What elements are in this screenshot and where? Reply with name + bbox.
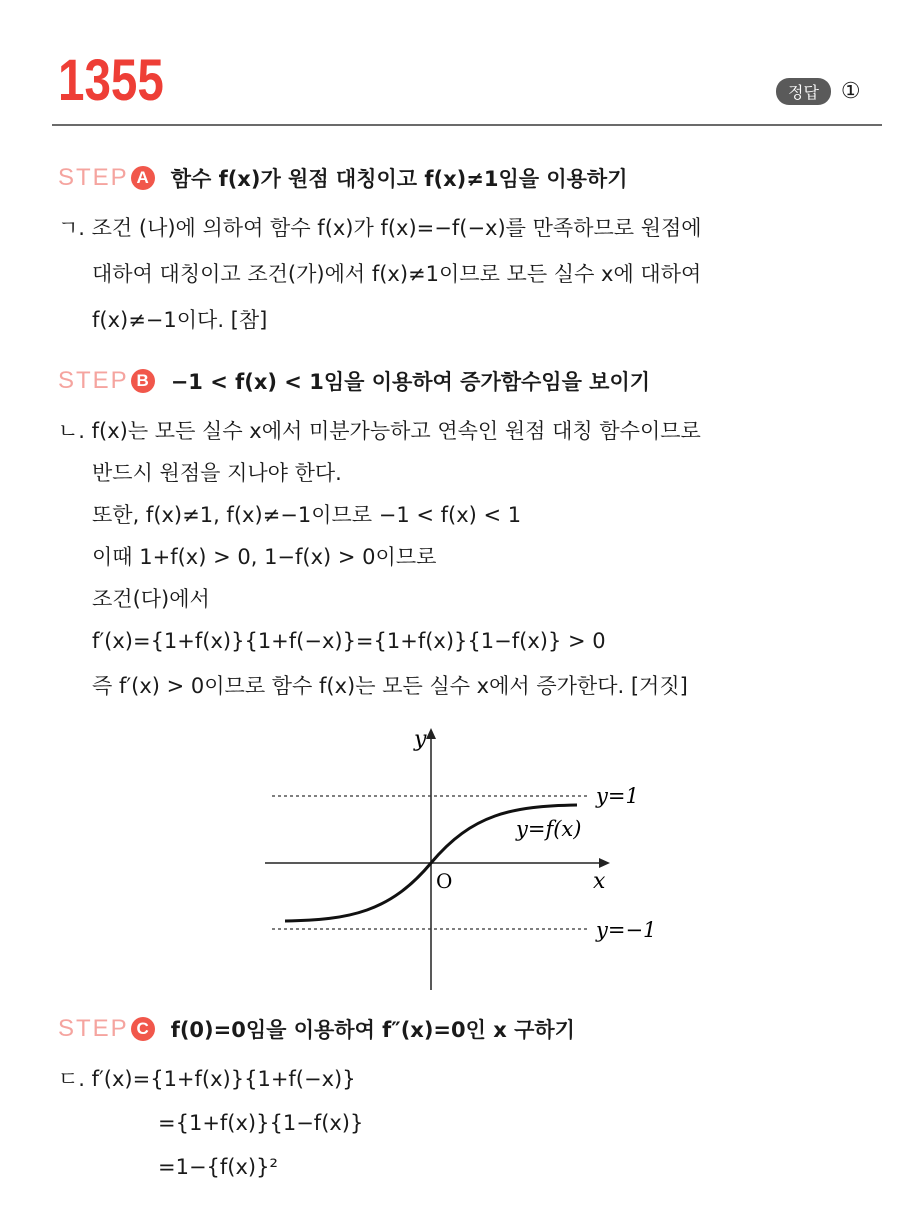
step-word: STEP [58, 367, 129, 394]
answer-value: ① [840, 79, 861, 104]
section-c-line-3: =1−{f(x)}² [158, 1155, 278, 1179]
function-graph [250, 722, 690, 994]
section-c-line-2: ={1+f(x)}{1−f(x)} [158, 1111, 364, 1135]
x-axis-label: x [593, 869, 606, 894]
section-a-line-3: f(x)≠−1이다. [참] [92, 308, 268, 332]
section-b-line-7: 즉 f′(x) > 0이므로 함수 f(x)는 모든 실수 x에서 증가한다. [거짓] [92, 674, 688, 698]
upper-asymptote-label: y=1 [596, 784, 639, 808]
section-a-line-1: ㄱ. 조건 (나)에 의하여 함수 f(x)가 f(x)=−f(−x)를 만족하므로 원점에 [58, 216, 702, 240]
section-b-line-3: 또한, f(x)≠1, f(x)≠−1이므로 −1 < f(x) < 1 [92, 503, 522, 527]
x-axis-arrow-icon [599, 858, 610, 868]
lower-asymptote-label: y=−1 [596, 918, 657, 942]
section-a-line-2: 대하여 대칭이고 조건(가)에서 f(x)≠1이므로 모든 실수 x에 대하여 [92, 262, 702, 286]
section-b-line-1: ㄴ. f(x)는 모든 실수 x에서 미분가능하고 연속인 원점 대칭 함수이므로 [58, 419, 701, 443]
section-b-line-4: 이때 1+f(x) > 0, 1−f(x) > 0이므로 [92, 545, 437, 569]
answer-indicator [776, 78, 861, 105]
step-badge-b: B [131, 369, 155, 393]
step-title: f(0)=0임을 이용하여 f″(x)=0인 x 구하기 [170, 1018, 575, 1042]
step-b-heading [58, 366, 650, 396]
step-title: −1 < f(x) < 1임을 이용하여 증가함수임을 보이기 [170, 370, 651, 394]
step-title: 함수 f(x)가 원점 대칭이고 f(x)≠1임을 이용하기 [170, 167, 628, 191]
answer-label-badge: 정답 [776, 78, 831, 105]
step-word: STEP [58, 1015, 129, 1042]
step-a-heading [58, 163, 628, 193]
section-b-line-5: 조건(다)에서 [92, 587, 210, 611]
origin-label: O [436, 869, 453, 893]
header-divider [52, 124, 882, 126]
problem-number: 1355 [58, 48, 164, 113]
step-word: STEP [58, 164, 129, 191]
curve-label: y=f(x) [516, 817, 582, 841]
step-badge-c: C [131, 1017, 155, 1041]
y-axis-label: y [414, 727, 427, 752]
y-axis-arrow-icon [426, 728, 436, 739]
section-b-line-2: 반드시 원점을 지나야 한다. [92, 461, 342, 485]
step-badge-a: A [131, 166, 155, 190]
step-c-heading [58, 1014, 575, 1044]
section-c-line-1: ㄷ. f′(x)={1+f(x)}{1+f(−x)} [58, 1067, 356, 1091]
section-b-line-6: f′(x)={1+f(x)}{1+f(−x)}={1+f(x)}{1−f(x)} > 0 [92, 629, 606, 653]
